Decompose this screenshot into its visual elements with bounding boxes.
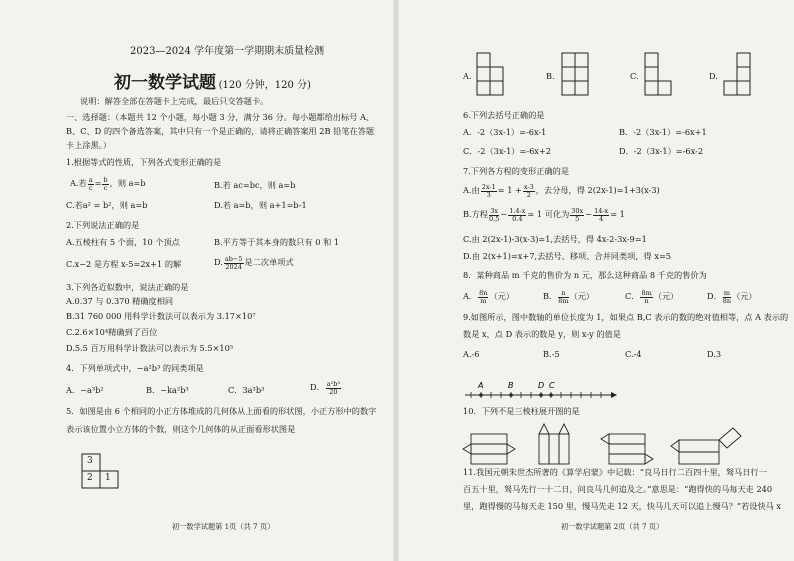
q7-stem: 7.下列各方程的变形正确的是 — [463, 166, 570, 176]
q1-stem: 1.根据等式的性质，下列各式变形正确的是 — [66, 157, 222, 167]
q5-option-c-figure — [644, 52, 674, 98]
q9-option-d: D.3 — [707, 349, 722, 359]
q3-option-a: A.0.37 与 0.370 精确度相同 — [66, 296, 174, 306]
q4-option-c: C．3a³b³ — [228, 385, 265, 395]
fraction: $\frac{n}{8m}$ — [558, 289, 569, 305]
q2-option-c: C.x−2 是方程 x-5=2x+1 的解 — [66, 259, 182, 269]
fraction: $\frac{3x}{0.5}$ — [489, 207, 500, 223]
q1-option-a: A.若 $\frac{a}{c}$ = $\frac{b}{c}$ ，则 a=b — [70, 176, 146, 192]
q9-option-b: B.-5 — [543, 349, 560, 359]
net-a — [463, 434, 515, 464]
q9-number-line — [461, 378, 621, 404]
section1-line3: 卡上涂黑。） — [66, 140, 112, 150]
point-d — [539, 393, 543, 397]
exam-title-line — [114, 74, 311, 94]
q7-option-c: C.由 2(2x-1)-3(x-3)=1,去括号，得 4x-2-3x-9=1 — [463, 234, 647, 244]
q3-stem: 3.下列各近似数中，说法正确的是 — [66, 282, 189, 292]
q7-option-d: D.由 2(x+1)=x+7,去括号、移项、合并同类项，得 x=5 — [463, 251, 672, 261]
q11-line3: 里，跑得慢的马每天走 150 里，慢马先走 12 天，快马几天可以追上慢马？”若设快马 x — [463, 501, 782, 511]
right-footer: 初一数学试题第 2页（共 7 页） — [561, 522, 664, 531]
q2-option-a: A.五棱柱有 5 个面，10 个顶点 — [66, 237, 180, 247]
instruction: 说明：解答全部在答题卡上完成，最后只交答题卡。 — [80, 96, 269, 106]
fraction: $\frac{ab-5}{2024}$ — [224, 255, 243, 271]
q6-option-b: B．-2（3x-1）=-6x+1 — [619, 127, 707, 137]
exam-time: (120 分钟，120 分) — [218, 80, 311, 91]
q7-option-a: A.由 $\frac{2x-1}{3}$ = 1 + $\frac{x-3}{2}$ ，去分母，得 2(2x-1)=1+3(x-3) — [463, 183, 660, 199]
section1-line2: B、C、D 的四个备选答案，其中只有一个是正确的，请将正确答案用 2B 铅笔在答题 — [66, 126, 375, 136]
section1-line1: 一、选择题：（本题共 12 个小题，每小题 3 分，满分 36 分。每小题都给出标号 A、 — [66, 112, 375, 122]
q11-line2: 百五十里，驽马先行一十二日，问良马几何追及之。”意思是：“跑得快的马每天走 240 — [463, 484, 773, 494]
q5-line2: 表示该位置小立方体的个数，则这个几何体的从正面看形状图是 — [66, 424, 296, 434]
q5-option-c-label: C. — [630, 71, 639, 81]
q10-net-figures — [461, 420, 751, 470]
exam-header: 2023—2024 学年度第一学期期末质量检测 — [130, 46, 325, 57]
q9-option-a: A.-6 — [463, 349, 480, 359]
q3-option-c: C.2.6×10⁴精确到了百位 — [66, 327, 158, 337]
grid-count-bottom-left: 2 — [87, 473, 93, 483]
q5-option-a-figure — [476, 52, 506, 98]
fraction: $\frac{x-3}{2}$ — [523, 183, 534, 199]
q5-option-b-label: B. — [546, 71, 555, 81]
point-a — [479, 393, 483, 397]
net-c — [601, 434, 653, 464]
fraction: $\frac{a}{c}$ — [88, 176, 93, 192]
label-a: A — [478, 381, 484, 390]
q4-option-a: A．−a³b² — [66, 385, 104, 395]
q8-stem: 8．某种商品 m 千克的售价为 n 元，那么这种商品 8 千克的售价为 — [463, 270, 707, 280]
left-footer: 初一数学试题第 1页（共 7 页） — [172, 522, 275, 531]
q8-option-c: C． $\frac{8m}{n}$ （元） — [625, 289, 679, 305]
grid-count-bottom-right: 1 — [105, 473, 111, 483]
q6-stem: 6.下列去括号正确的是 — [463, 110, 545, 120]
q5-line1: 5．如图是由 6 个相同的小正方体堆成的几何体从上面看的形状图，小正方形中的数字 — [66, 406, 377, 416]
q5-option-a-label: A. — [463, 71, 472, 81]
label-d: D — [538, 381, 545, 390]
q3-option-d: D.5.5 百万用科学计数法可以表示为 5.5×10⁵ — [66, 343, 234, 353]
q5-option-b-figure — [561, 52, 591, 98]
q6-option-d: D．-2（3x-1）=-6x-2 — [619, 146, 704, 156]
q10-stem: 10．下列不是三棱柱展开图的是 — [463, 406, 580, 416]
fraction: $\frac{8m}{n}$ — [641, 289, 652, 305]
q6-option-a: A．-2（3x-1）=-6x-1 — [463, 127, 547, 137]
q1-option-b: B.若 ac=bc，则 a=b — [214, 180, 296, 190]
q3-option-b: B.31 760 000 用科学计数法可以表示为 3.17×10⁷ — [66, 311, 256, 321]
q7-option-b: B.方程 $\frac{3x}{0.5}$ − $\frac{1.4-x}{0.4}$ = 1 可化为 $\frac{30x}{5}$ − $\frac{14-x}{4}$ = 1 — [463, 207, 625, 223]
q1-option-d: D.若 a=b，则 a+1=b-1 — [214, 200, 307, 210]
fraction: $\frac{1.4-x}{0.4}$ — [509, 207, 526, 223]
q9-line2: 数是 x，点 D 表示的数是 y，则 x-y 的值是 — [463, 329, 621, 339]
q8-option-b: B． $\frac{n}{8m}$ （元） — [543, 289, 595, 305]
q9-line1: 9.如图所示，图中数轴的单位长度为 1，如果点 B,C 表示的数的绝对值相等，点 A 表示的 — [463, 312, 789, 322]
q2-option-d: D. $\frac{ab-5}{2024}$ 是二次单项式 — [214, 255, 294, 271]
q6-option-c: C．-2（3x-1）=-6x+2 — [463, 146, 551, 156]
point-b — [509, 393, 513, 397]
fraction: $\frac{2x-1}{3}$ — [481, 183, 496, 199]
label-b: B — [508, 381, 514, 390]
fraction: $\frac{m}{8n}$ — [722, 289, 732, 305]
exam-title: 初一数学试题 — [114, 73, 216, 93]
q8-option-a: A． $\frac{8n}{m}$ （元） — [463, 289, 515, 305]
q4-stem: 4．下列单项式中，−a²b³ 的同类项是 — [66, 363, 204, 373]
q5-option-d-figure — [723, 52, 753, 98]
net-b — [539, 424, 569, 464]
net-d — [671, 428, 741, 464]
fraction: $\frac{14-x}{4}$ — [594, 207, 609, 223]
grid-count-top: 3 — [87, 456, 93, 466]
q2-stem: 2.下列说法正确的是 — [66, 220, 140, 230]
q2-option-b: B.平方等于其本身的数只有 0 和 1 — [214, 237, 340, 247]
q9-option-c: C.-4 — [625, 349, 642, 359]
right-page — [397, 0, 794, 561]
q11-line1: 11.我国元朝朱世杰所著的《算学启蒙》中记载：“良马日行二百四十里，驽马日行一 — [463, 467, 767, 477]
q5-top-view-grid — [80, 452, 120, 490]
q8-option-d: D． $\frac{m}{8n}$ （元） — [707, 289, 757, 305]
q4-option-d: D． $\frac{\text{a²b³}}{20}$ — [310, 380, 341, 396]
fraction: $\frac{\text{a²b³}}{20}$ — [326, 380, 341, 396]
fraction: $\frac{8n}{m}$ — [479, 289, 488, 305]
q1-option-c: C.若a² = b²，则 a=b — [66, 200, 148, 210]
q5-option-d-label: D. — [709, 71, 718, 81]
label-c: C — [549, 381, 555, 390]
point-c — [549, 393, 553, 397]
q4-option-b: B．−ka²b³ — [146, 385, 189, 395]
fraction: $\frac{30x}{5}$ — [571, 207, 584, 223]
fraction: $\frac{b}{c}$ — [103, 176, 108, 192]
